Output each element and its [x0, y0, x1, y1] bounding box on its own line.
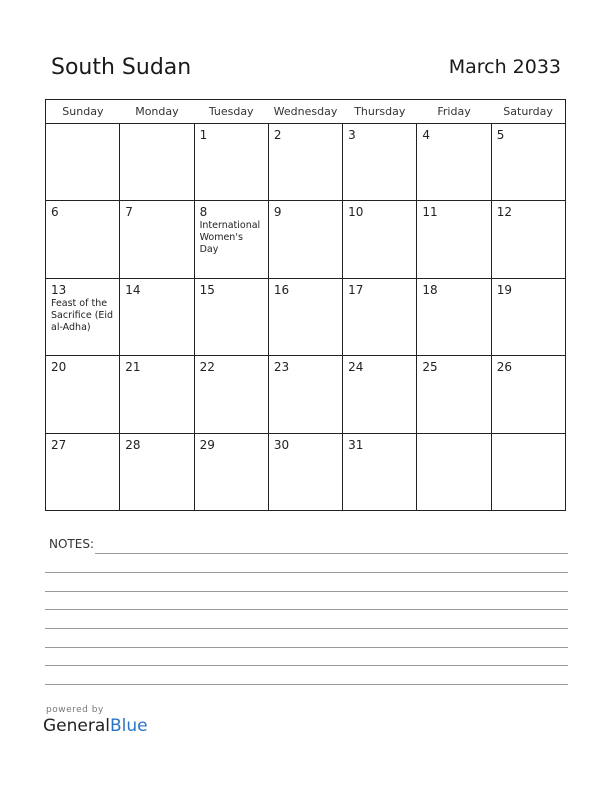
week-row [46, 433, 566, 510]
day-cell [491, 124, 565, 201]
notes-line [95, 553, 568, 554]
notes-line [45, 628, 568, 629]
weekday-sunday: Sunday [46, 100, 120, 124]
day-cell [194, 356, 268, 433]
day-number: 13 [51, 282, 67, 297]
weekday-saturday: Saturday [491, 100, 565, 124]
notes-line [45, 665, 568, 666]
day-cell [194, 278, 268, 355]
day-cell [417, 433, 491, 510]
notes-line [45, 609, 568, 610]
day-cell [491, 433, 565, 510]
notes-line [45, 647, 568, 648]
day-number: 22 [199, 360, 215, 375]
day-number: 28 [125, 437, 141, 452]
day-number: 9 [273, 205, 282, 220]
day-cell [268, 356, 342, 433]
day-number: 4 [422, 128, 431, 142]
day-cell [491, 201, 565, 278]
day-cell [268, 433, 342, 510]
notes-line [45, 572, 568, 573]
day-cell [417, 124, 491, 201]
day-cell [46, 201, 120, 278]
day-number: 19 [496, 282, 512, 297]
day-number: 29 [199, 437, 215, 452]
day-number: 25 [422, 360, 438, 375]
holiday-event: Feast of the Sacrifice (Eid al-Adha) [51, 297, 114, 333]
week-row [46, 201, 566, 278]
day-cell [46, 356, 120, 433]
day-cell [194, 201, 268, 278]
day-cell [268, 201, 342, 278]
day-cell [46, 124, 120, 201]
day-number: 31 [348, 437, 364, 452]
generalblue-logo [43, 716, 148, 736]
day-number: 30 [273, 437, 290, 452]
day-cell [120, 356, 194, 433]
day-number: 1 [199, 128, 208, 142]
calendar-grid [45, 99, 566, 511]
notes-line [45, 591, 568, 592]
day-cell [491, 278, 565, 355]
brand-general: General [43, 716, 110, 736]
day-cell [417, 201, 491, 278]
day-number: 18 [422, 282, 438, 297]
day-number: 15 [199, 282, 215, 297]
day-number: 12 [496, 205, 512, 220]
day-number: 26 [496, 360, 512, 375]
day-cell [120, 278, 194, 355]
weekday-friday: Friday [417, 100, 491, 124]
weekday-wednesday: Wednesday [268, 100, 342, 124]
day-number: 14 [125, 282, 141, 297]
week-row [46, 356, 566, 433]
day-cell [343, 278, 417, 355]
day-cell [417, 278, 491, 355]
day-cell [268, 278, 342, 355]
day-cell [194, 124, 268, 201]
calendar-country-title: South Sudan [51, 55, 192, 80]
day-number: 10 [348, 205, 364, 220]
weekday-header-row [46, 100, 566, 124]
day-cell [268, 124, 342, 201]
day-number: 11 [422, 205, 438, 220]
day-number: 21 [125, 360, 141, 375]
day-cell [120, 433, 194, 510]
calendar-month-title: March 2033 [448, 56, 561, 78]
brand-blue: Blue [110, 716, 148, 736]
notes-line [45, 684, 568, 685]
weekday-thursday: Thursday [343, 100, 417, 124]
day-number: 5 [496, 128, 505, 142]
day-number: 8 [199, 205, 208, 220]
day-number: 27 [51, 437, 67, 452]
day-cell [343, 124, 417, 201]
day-number: 20 [51, 360, 67, 375]
day-cell [120, 201, 194, 278]
day-cell [46, 433, 120, 510]
notes-label: NOTES: [49, 537, 94, 551]
day-cell [194, 433, 268, 510]
day-cell [343, 201, 417, 278]
day-cell [120, 124, 194, 201]
powered-by-text: powered by [46, 705, 104, 715]
day-number: 16 [273, 282, 290, 297]
day-cell [343, 433, 417, 510]
weekday-tuesday: Tuesday [194, 100, 268, 124]
day-number: 7 [125, 205, 133, 220]
week-row [46, 278, 566, 355]
day-number: 6 [51, 205, 59, 220]
day-number: 2 [273, 128, 282, 142]
day-cell [417, 356, 491, 433]
day-number: 24 [348, 360, 364, 375]
day-cell [343, 356, 417, 433]
day-number: 17 [348, 282, 364, 297]
day-number: 3 [348, 128, 356, 142]
holiday-event: International Women's Day [199, 220, 261, 256]
day-cell [491, 356, 565, 433]
weekday-monday: Monday [120, 100, 194, 124]
week-row [46, 124, 566, 201]
day-number: 23 [273, 360, 290, 375]
day-cell [46, 278, 120, 355]
